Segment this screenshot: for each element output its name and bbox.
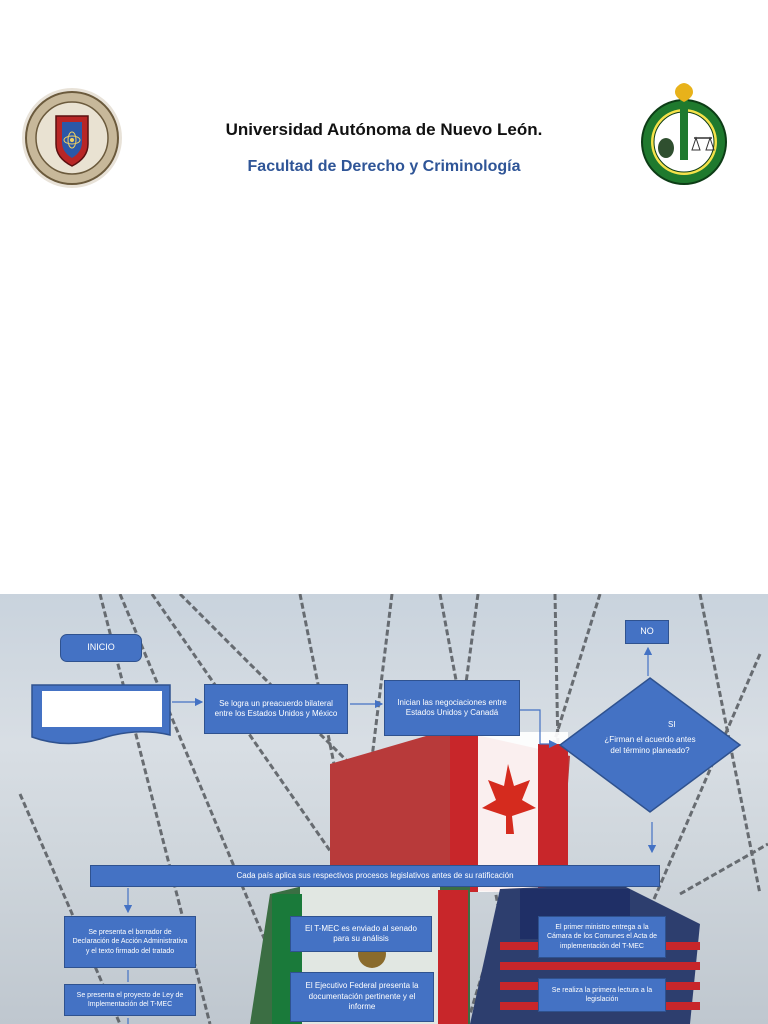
university-title: Universidad Autónoma de Nuevo León. <box>225 120 543 139</box>
canada-step-2: Se realiza la primera lectura a la legislación <box>538 978 666 1012</box>
facultad-derecho-logo <box>636 80 732 190</box>
mexico-step-1: Se presenta el borrador de Declaración de Acción Administrativa y el texto firmado del tratado <box>64 916 196 968</box>
mexico-step-2: Se presenta el proyecto de Ley de Implementación del T-MEC <box>64 984 196 1016</box>
document-shape <box>30 683 172 747</box>
uanl-seal-logo <box>18 86 126 190</box>
step-procesos-legislativos: Cada país aplica sus respectivos procesos legislativos antes de su ratificación <box>90 865 660 887</box>
step-preacuerdo: Se logra un preacuerdo bilateral entre los Estados Unidos y México <box>204 684 348 734</box>
usa-step-1: El T-MEC es enviado al senado para su análisis <box>290 916 432 952</box>
step-negociaciones: Inician las negociaciones entre Estados Unidos y Canadá <box>384 680 520 736</box>
decision-yes-label: SI <box>668 720 676 729</box>
decision-label: ¿Firman el acuerdo antes del término planeado? <box>604 735 696 755</box>
decision-no-box: NO <box>625 620 669 644</box>
start-terminal: INICIO <box>60 634 142 662</box>
faculty-title: Facultad de Derecho y Criminología <box>247 158 521 175</box>
usa-step-2: El Ejecutivo Federal presenta la documentación pertinente y el informe <box>290 972 434 1022</box>
canada-step-1: El primer ministro entrega a la Cámara de los Comunes el Acta de implementación del T-MEC <box>538 916 666 958</box>
flowchart <box>0 594 768 1024</box>
